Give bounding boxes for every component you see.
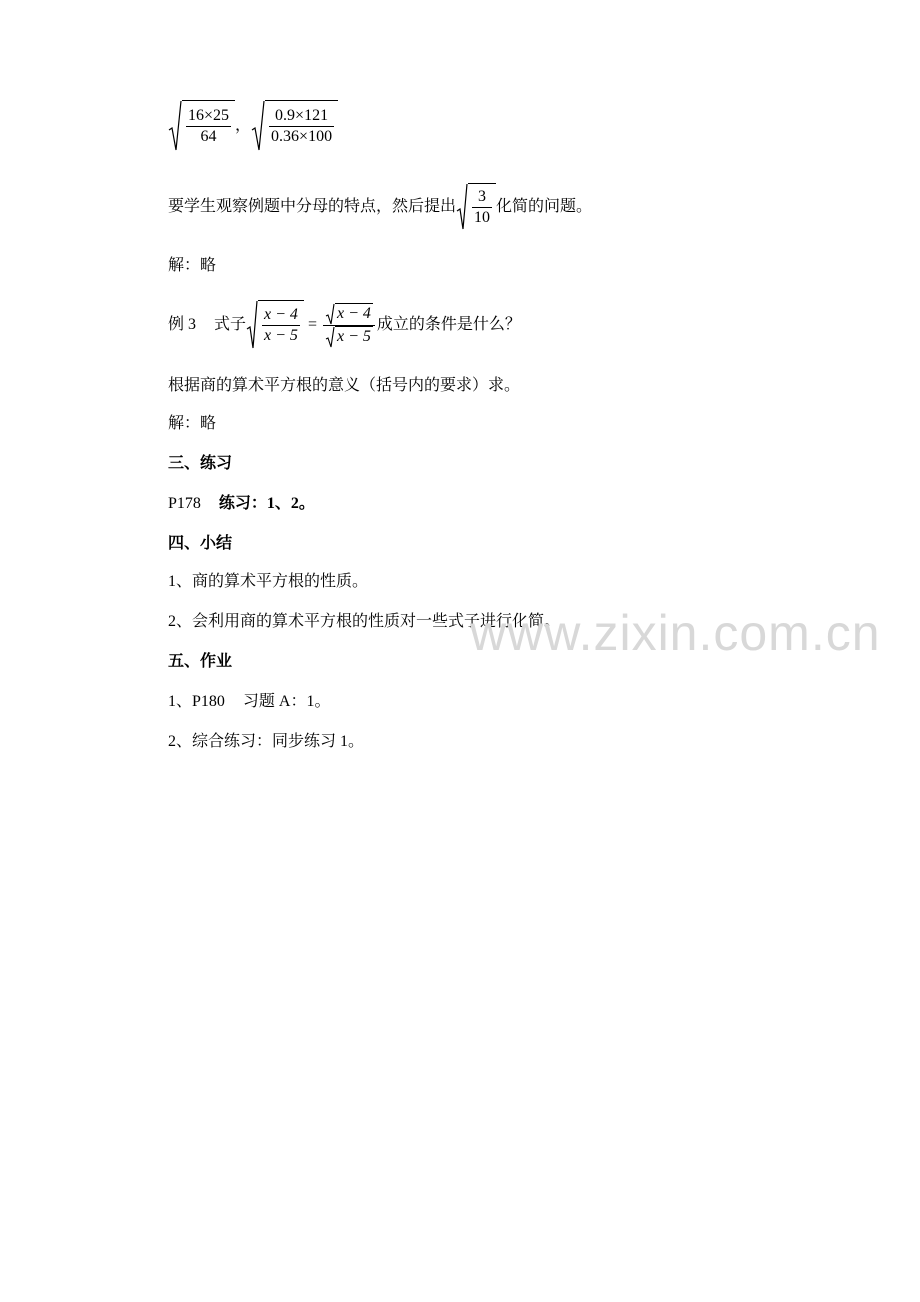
fraction-denominator: 10 xyxy=(474,209,491,226)
equals-sign: = xyxy=(307,316,317,333)
sqrt-lhs xyxy=(246,300,304,350)
homework-item-text: 习题 A：1。 xyxy=(242,693,331,710)
radical-sign xyxy=(456,183,468,231)
fraction-a-numerator: 16×25 xyxy=(188,107,230,124)
homework-item xyxy=(168,732,364,752)
fraction-b-denominator: 0.36×100 xyxy=(271,128,333,145)
fraction-b xyxy=(269,106,334,147)
example-3-text-before: 式子 xyxy=(214,316,247,333)
practice-page: P178 xyxy=(168,495,201,512)
radical-sign xyxy=(168,100,182,152)
fraction-b-numerator: 0.9×121 xyxy=(275,107,329,124)
separator-comma: ， xyxy=(235,117,252,134)
section-title-homework: 五、作业 xyxy=(168,653,233,670)
sqrt-expression-b xyxy=(251,100,338,152)
radical-sign xyxy=(251,100,265,152)
paragraph-observe xyxy=(168,183,592,231)
example-3-label: 例 3 xyxy=(168,316,197,333)
fraction-lhs-numerator: x − 4 xyxy=(264,306,298,323)
summary-item: 2、会利用商的算术平方根的性质对一些式子进行化简。 xyxy=(168,613,561,630)
sqrt-expression-a xyxy=(168,100,235,152)
practice-line xyxy=(168,494,315,514)
solution-2: 解：略 xyxy=(168,415,217,432)
fraction-rhs-numerator: x − 4 xyxy=(335,303,373,325)
fraction-lhs xyxy=(262,305,300,346)
sqrt-three-tenths xyxy=(456,183,496,231)
fraction-a xyxy=(186,106,231,147)
section-title-summary: 四、小结 xyxy=(168,535,233,552)
homework-item-prefix: 1、P180 xyxy=(168,693,225,710)
watermark: www.zixin.com.cn xyxy=(470,605,881,661)
example-3 xyxy=(168,300,521,350)
radical-sign xyxy=(246,300,258,350)
paragraph-condition: 根据商的算术平方根的意义（括号内的要求）求。 xyxy=(168,377,521,394)
fraction-numerator: 3 xyxy=(478,188,487,205)
radical-sign xyxy=(325,326,335,348)
fraction-rhs-denominator: x − 5 xyxy=(335,326,373,348)
radical-sign xyxy=(325,303,335,325)
paragraph-observe-before: 要学生观察例题中分母的特点，然后提出 xyxy=(168,198,457,215)
formula-line-1 xyxy=(168,100,338,152)
section-title-practice: 三、练习 xyxy=(168,455,233,472)
example-3-text-after: 成立的条件是什么？ xyxy=(376,316,521,333)
fraction-three-tenths xyxy=(472,187,492,228)
practice-text: 练习：1、2。 xyxy=(218,495,315,512)
homework-item-prefix: 2、综合练习：同步练习 1。 xyxy=(168,733,365,750)
summary-item: 1、商的算术平方根的性质。 xyxy=(168,573,369,590)
fraction-rhs xyxy=(323,303,375,348)
paragraph-observe-after: 化简的问题。 xyxy=(496,198,593,215)
homework-item xyxy=(168,692,330,712)
fraction-lhs-denominator: x − 5 xyxy=(264,327,298,344)
solution-1: 解：略 xyxy=(168,257,217,274)
fraction-a-denominator: 64 xyxy=(200,128,217,145)
